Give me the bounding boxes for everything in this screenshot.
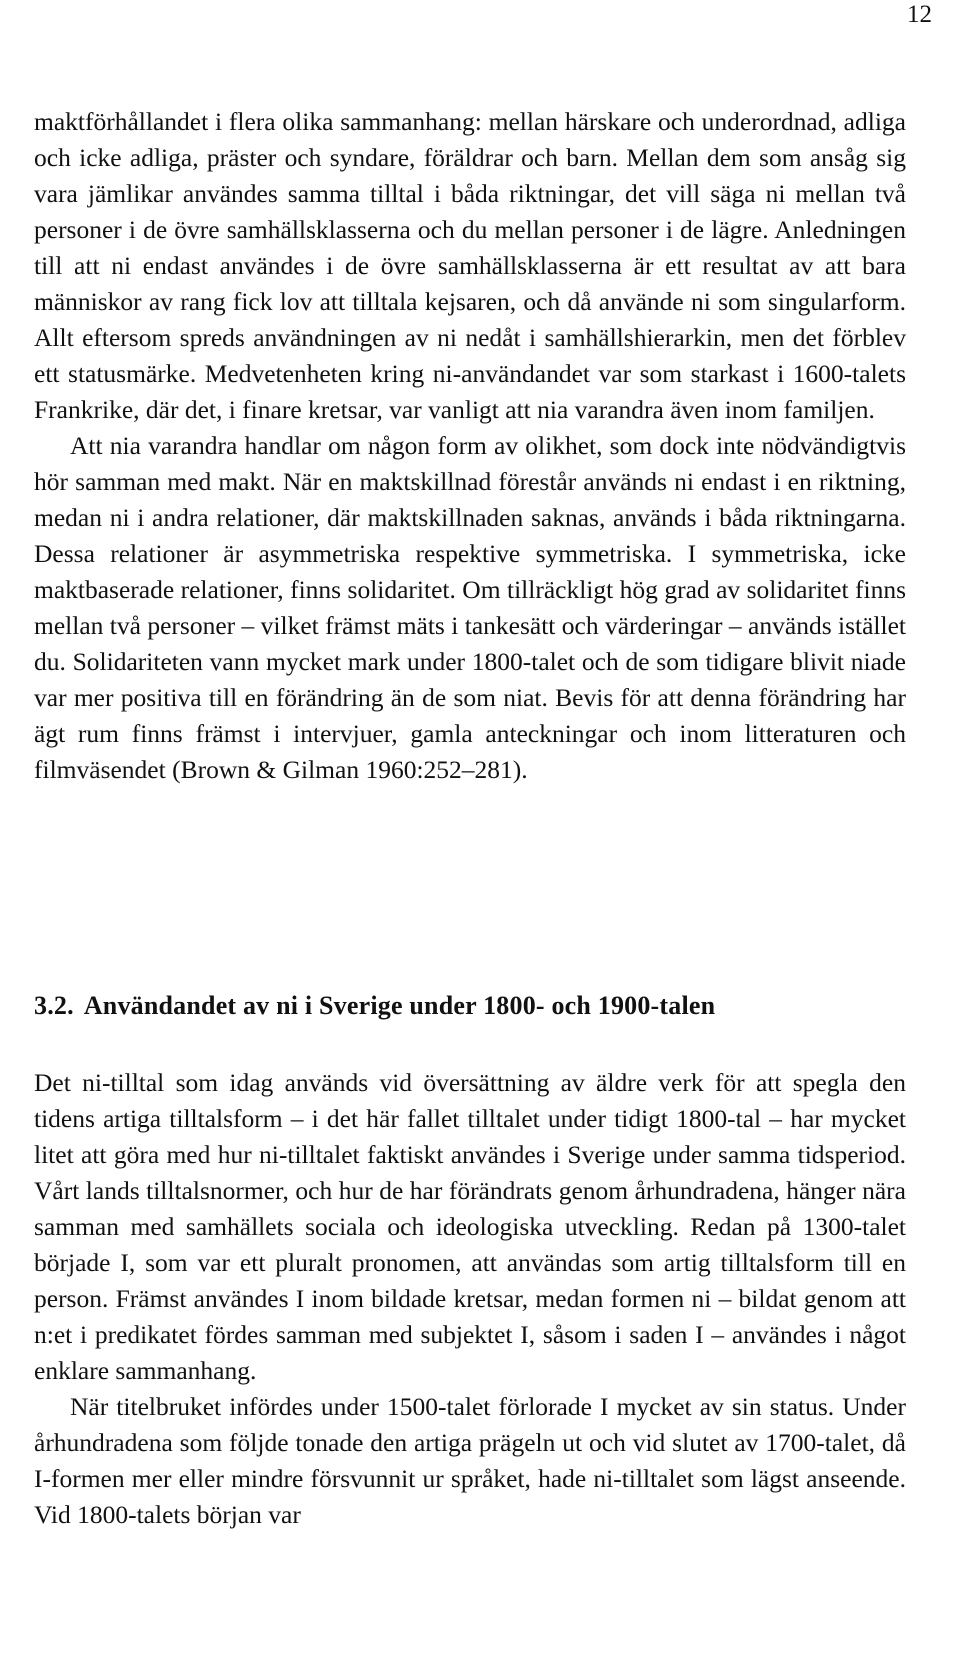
paragraph: maktförhållandet i flera olika sammanhang: mellan härskare och underordnad, adliga och icke adliga, präster och syndare, föräldrar och barn. Mellan dem som ansåg sig vara jämlikar användes samma tilltal i båda riktningar, det vill säga ni mellan två personer i de övre samhällsklasserna och du mellan personer i de lägre. Anledningen till att ni endast användes i de övre samhällsklasserna är ett resultat av att bara människor av rang fick lov att tilltala kejsaren, och då använde ni som singularform. Allt eftersom spreds användningen av ni nedåt i samhällshierarkin, men det förblev ett statusmärke. Medvetenheten kring ni-användandet var som starkast i 1600-talets Frankrike, där det, i finare kretsar, var vanligt att nia varandra även inom familjen.: [34, 107, 906, 424]
paragraph: Att nia varandra handlar om någon form av olikhet, som dock inte nödvändigtvis hör samman med makt. När en maktskillnad förestår används ni endast i en riktning, medan ni i andra relationer, där maktskillnaden saknas, används i båda riktningarna. Dessa relationer är asymmetriska respektive symmetriska. I symmetriska, icke maktbaserade relationer, finns solidaritet. Om tillräckligt hög grad av solidaritet finns mellan två personer – vilket främst mäts i tankesätt och värderingar – används istället du. Solidariteten vann mycket mark under 1800-talet och de som tidigare blivit niade var mer positiva till en förändring än de som niat. Bevis för att denna förändring har ägt rum finns främst i intervjuer, gamla anteckningar och inom litteraturen och filmväsendet (Brown & Gilman 1960:252–281).: [34, 431, 906, 784]
body-text-block: [34, 1065, 906, 1533]
page-number: 12: [907, 1, 932, 28]
section-number: 3.2.: [34, 991, 74, 1020]
paragraph: Det ni-tilltal som idag används vid översättning av äldre verk för att spegla den tidens artiga tilltalsform – i det här fallet tilltalet under tidigt 1800-tal – har mycket litet att göra med hur ni-tilltalet faktiskt användes i Sverige under samma tidsperiod. Vårt lands tilltalsnormer, och hur de har förändrats genom århundradena, hänger nära samman med samhällets sociala och ideologiska utveckling. Redan på 1300-talet började I, som var ett pluralt pronomen, att användas som artig tilltalsform till en person. Främst användes I inom bildade kretsar, medan formen ni – bildat genom att n:et i predikatet fördes samman med subjektet I, såsom i saden I – användes i något enklare sammanhang.: [34, 1068, 906, 1385]
section-heading: [34, 988, 906, 1024]
paragraph: När titelbruket infördes under 1500-talet förlorade I mycket av sin status. Under århundradena som följde tonade den artiga prägeln ut och vid slutet av 1700-talet, då I-formen mer eller mindre försvunnit ur språket, hade ni-tilltalet som lägst anseende. Vid 1800-talets början var: [34, 1392, 906, 1529]
body-text-block: [34, 104, 906, 788]
section-title: Användandet av ni i Sverige under 1800- och 1900-talen: [83, 991, 716, 1020]
